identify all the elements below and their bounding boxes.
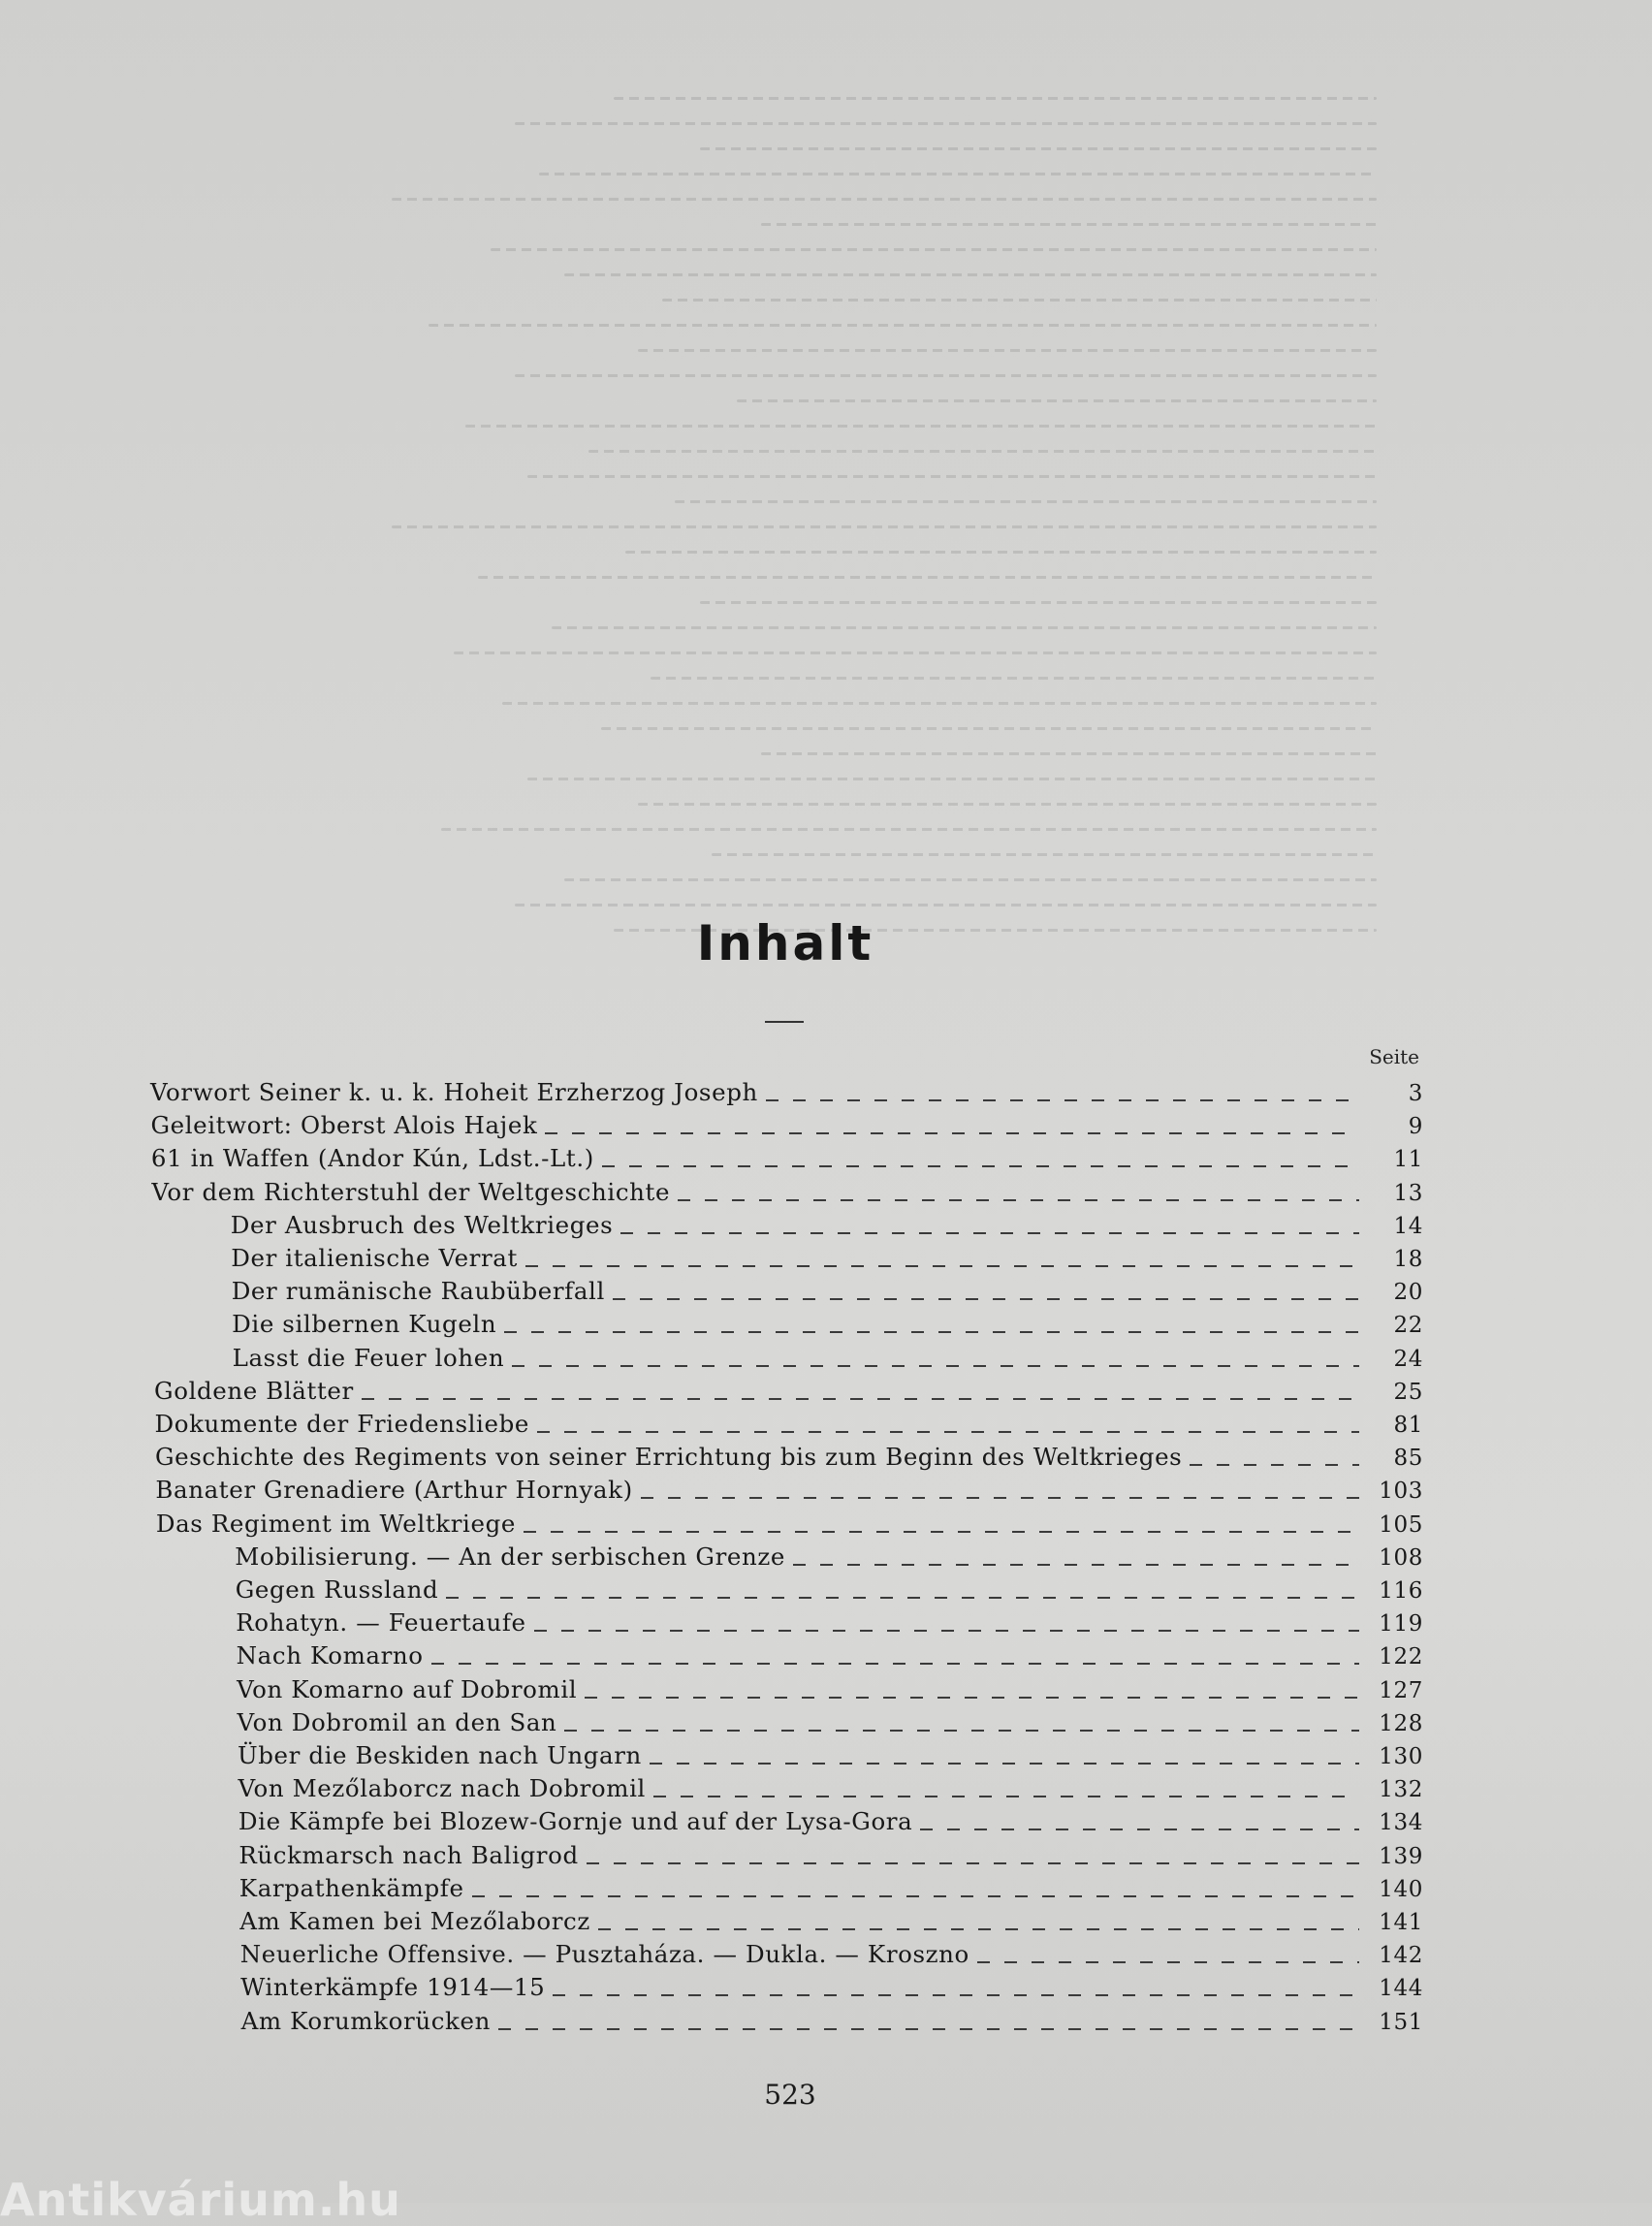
toc-entry-title: Von Mezőlaborcz nach Dobromil: [238, 1774, 646, 1803]
toc-subentry: [232, 1310, 1423, 1341]
toc-entry-page: 128: [1379, 1710, 1423, 1736]
toc-entry-title: Von Dobromil an den San: [237, 1707, 557, 1736]
toc-entry-title: Das Regiment im Weltkriege: [155, 1509, 516, 1538]
toc-entry-page: 22: [1393, 1313, 1423, 1339]
toc-entry-page: 108: [1379, 1544, 1423, 1571]
toc-entry-page: 140: [1379, 1876, 1423, 1902]
dot-leader: [598, 1928, 1359, 1930]
dot-leader: [585, 1697, 1359, 1699]
toc-entry-page: 127: [1379, 1677, 1423, 1703]
toc-entry-title: Über die Beskiden nach Ungarn: [238, 1741, 642, 1769]
toc-entry: [150, 1078, 1423, 1109]
show-through-line: [552, 626, 1377, 629]
dot-leader: [446, 1597, 1359, 1599]
toc-entry: [155, 1443, 1423, 1474]
toc-entry-title: Geleitwort: Oberst Alois Hajek: [150, 1111, 538, 1140]
dot-leader: [793, 1564, 1359, 1566]
toc-subentry: [239, 1874, 1423, 1905]
toc-subentry: [237, 1675, 1423, 1706]
toc-entry: [155, 1476, 1423, 1507]
toc-subentry: [238, 1741, 1423, 1772]
toc-entry-title: Die Kämpfe bei Blozew-Gornje und auf der Lysa-Gora: [238, 1807, 913, 1836]
dot-leader: [977, 1961, 1359, 1963]
show-through-line: [478, 576, 1377, 579]
toc-entry: [155, 1410, 1424, 1441]
toc-subentry: [236, 1608, 1423, 1639]
show-through-line: [638, 803, 1377, 806]
dot-leader: [498, 2028, 1359, 2030]
toc-entry-title: Nach Komarno: [236, 1641, 424, 1670]
show-through-line: [392, 198, 1377, 201]
toc-entry-page: 134: [1379, 1810, 1423, 1836]
toc-entry-title: Gegen Russland: [235, 1575, 439, 1604]
page-number: 523: [764, 2079, 816, 2111]
toc-entry-page: 14: [1393, 1213, 1423, 1239]
show-through-line: [392, 525, 1377, 528]
toc-entry-title: Neuerliche Offensive. — Pusztaháza. — Dukla. — Kroszno: [239, 1940, 969, 1969]
dot-leader: [512, 1365, 1359, 1367]
toc-entry-page: 141: [1379, 1910, 1423, 1935]
dot-leader: [602, 1165, 1359, 1167]
page-column-label: Seite: [1369, 1045, 1419, 1068]
dot-leader: [362, 1398, 1359, 1400]
toc-entry-page: 151: [1379, 2009, 1423, 2035]
toc-entry-title: Goldene Blätter: [154, 1376, 354, 1405]
title-rule: [765, 1021, 804, 1023]
show-through-line: [454, 652, 1378, 654]
show-through-line: [614, 97, 1377, 100]
toc-entry-title: Geschichte des Regiments von seiner Errichtung bis zum Beginn des Weltkrieges: [154, 1443, 1183, 1472]
show-through-line: [564, 273, 1377, 276]
dot-leader: [1190, 1464, 1359, 1466]
dot-leader: [472, 1895, 1359, 1897]
toc-entry-page: 105: [1379, 1511, 1423, 1538]
show-through-line: [700, 147, 1378, 150]
dot-leader: [613, 1298, 1359, 1300]
toc-entry-page: 18: [1393, 1247, 1423, 1272]
show-through-line: [761, 752, 1377, 755]
toc-entry-title: Die silbernen Kugeln: [232, 1310, 497, 1339]
show-through-line: [539, 173, 1377, 175]
show-through-line: [712, 853, 1377, 856]
toc-subentry: [240, 1973, 1423, 2004]
toc-subentry: [238, 1841, 1423, 1872]
dot-leader: [431, 1663, 1359, 1665]
toc-entry-page: 132: [1379, 1777, 1423, 1803]
show-through-line: [491, 248, 1377, 251]
show-through-line: [662, 299, 1377, 302]
toc-entry-title: Der italienische Verrat: [231, 1244, 518, 1272]
toc-entry: [150, 1111, 1423, 1142]
toc-entry-title: Rückmarsch nach Baligrod: [238, 1840, 579, 1869]
show-through-line: [502, 702, 1377, 705]
toc-entry-page: 130: [1379, 1744, 1423, 1769]
show-through-line: [638, 349, 1377, 352]
toc-entry-title: Von Komarno auf Dobromil: [237, 1674, 578, 1703]
show-through-line: [761, 223, 1377, 226]
dot-leader: [545, 1132, 1359, 1134]
toc-subentry: [235, 1542, 1423, 1574]
show-through-text: [145, 97, 1377, 950]
toc-subentry: [238, 1807, 1423, 1838]
dot-leader: [641, 1497, 1359, 1499]
dot-leader: [678, 1199, 1359, 1201]
toc-entry-page: 20: [1393, 1280, 1423, 1306]
toc-subentry: [240, 1940, 1423, 1971]
show-through-line: [515, 374, 1377, 377]
watermark: Antikvárium.hu: [0, 2174, 401, 2226]
toc-entry-page: 85: [1393, 1446, 1423, 1472]
toc-subentry: [236, 1575, 1423, 1606]
dot-leader: [553, 1994, 1359, 1996]
toc-entry-title: Lasst die Feuer lohen: [232, 1343, 505, 1372]
dot-leader: [920, 1828, 1359, 1830]
toc-entry-page: 9: [1408, 1114, 1423, 1140]
toc-entry-page: 3: [1408, 1081, 1423, 1106]
show-through-line: [441, 828, 1377, 831]
toc-entry: [151, 1178, 1423, 1209]
show-through-line: [651, 677, 1377, 680]
dot-leader: [653, 1796, 1359, 1797]
toc-entry: [151, 1144, 1423, 1175]
show-through-line: [515, 904, 1377, 906]
show-through-line: [527, 475, 1377, 478]
toc-entry-page: 25: [1393, 1379, 1423, 1405]
show-through-line: [515, 122, 1377, 125]
toc-entry-page: 142: [1379, 1943, 1423, 1969]
toc-entry-page: 103: [1379, 1479, 1423, 1505]
show-through-line: [675, 500, 1377, 503]
toc-subentry: [231, 1211, 1423, 1242]
toc-entry-title: Der rumänische Raubüberfall: [231, 1277, 605, 1306]
toc-entry-title: Vorwort Seiner k. u. k. Hoheit Erzherzog Joseph: [150, 1078, 758, 1106]
dot-leader: [650, 1763, 1359, 1765]
toc-subentry: [231, 1244, 1423, 1275]
toc-subentry: [233, 1344, 1423, 1375]
toc-entry-page: 139: [1379, 1843, 1423, 1869]
dot-leader: [537, 1431, 1359, 1433]
toc-entry-page: 122: [1379, 1644, 1423, 1670]
show-through-line: [625, 551, 1377, 554]
toc-entry-page: 24: [1393, 1346, 1423, 1372]
dot-leader: [766, 1099, 1359, 1101]
show-through-line: [588, 450, 1377, 453]
toc-entry-title: Mobilisierung. — An der serbischen Grenze: [235, 1542, 785, 1571]
show-through-line: [564, 878, 1377, 881]
toc-subentry: [238, 1708, 1423, 1739]
toc-subentry: [241, 2007, 1423, 2038]
toc-entry: [156, 1510, 1423, 1541]
show-through-line: [465, 425, 1377, 428]
toc-entry-title: Karpathenkämpfe: [238, 1873, 464, 1902]
dot-leader: [587, 1862, 1359, 1864]
toc-entry-title: Winterkämpfe 1914—15: [240, 1973, 546, 2002]
page-title: Inhalt: [696, 915, 874, 971]
show-through-line: [429, 324, 1377, 327]
show-through-line: [601, 727, 1377, 730]
toc-entry-page: 13: [1393, 1180, 1423, 1206]
toc-entry: [154, 1377, 1423, 1408]
toc-entry-title: Am Kamen bei Mezőlaborcz: [239, 1907, 590, 1935]
toc-entry-title: Dokumente der Friedensliebe: [154, 1410, 529, 1438]
toc-subentry: [238, 1774, 1423, 1805]
toc-entry-title: Banater Grenadiere (Arthur Hornyak): [155, 1476, 633, 1505]
dot-leader: [524, 1531, 1359, 1533]
toc-entry-page: 116: [1379, 1578, 1423, 1604]
dot-leader: [564, 1730, 1359, 1732]
dot-leader: [525, 1265, 1359, 1267]
toc-entry-page: 81: [1393, 1413, 1423, 1438]
toc-entry-title: Der Ausbruch des Weltkrieges: [230, 1210, 614, 1239]
toc-entry-title: Rohatyn. — Feuertaufe: [236, 1608, 526, 1638]
toc-entry-title: 61 in Waffen (Andor Kún, Ldst.-Lt.): [150, 1144, 594, 1173]
toc-subentry: [232, 1277, 1423, 1308]
toc-entry-page: 144: [1379, 1976, 1423, 2002]
show-through-line: [527, 778, 1377, 780]
toc-subentry: [237, 1641, 1423, 1672]
toc-entry-page: 11: [1393, 1147, 1423, 1173]
show-through-line: [700, 601, 1378, 604]
toc-entry-page: 119: [1379, 1611, 1423, 1638]
toc-entry-title: Vor dem Richterstuhl der Weltgeschichte: [151, 1177, 671, 1206]
dot-leader: [534, 1630, 1359, 1632]
dot-leader: [504, 1331, 1359, 1333]
show-through-line: [737, 399, 1377, 402]
toc-entry-title: Am Korumkorücken: [240, 2006, 491, 2035]
toc-subentry: [239, 1907, 1423, 1938]
dot-leader: [620, 1232, 1359, 1234]
